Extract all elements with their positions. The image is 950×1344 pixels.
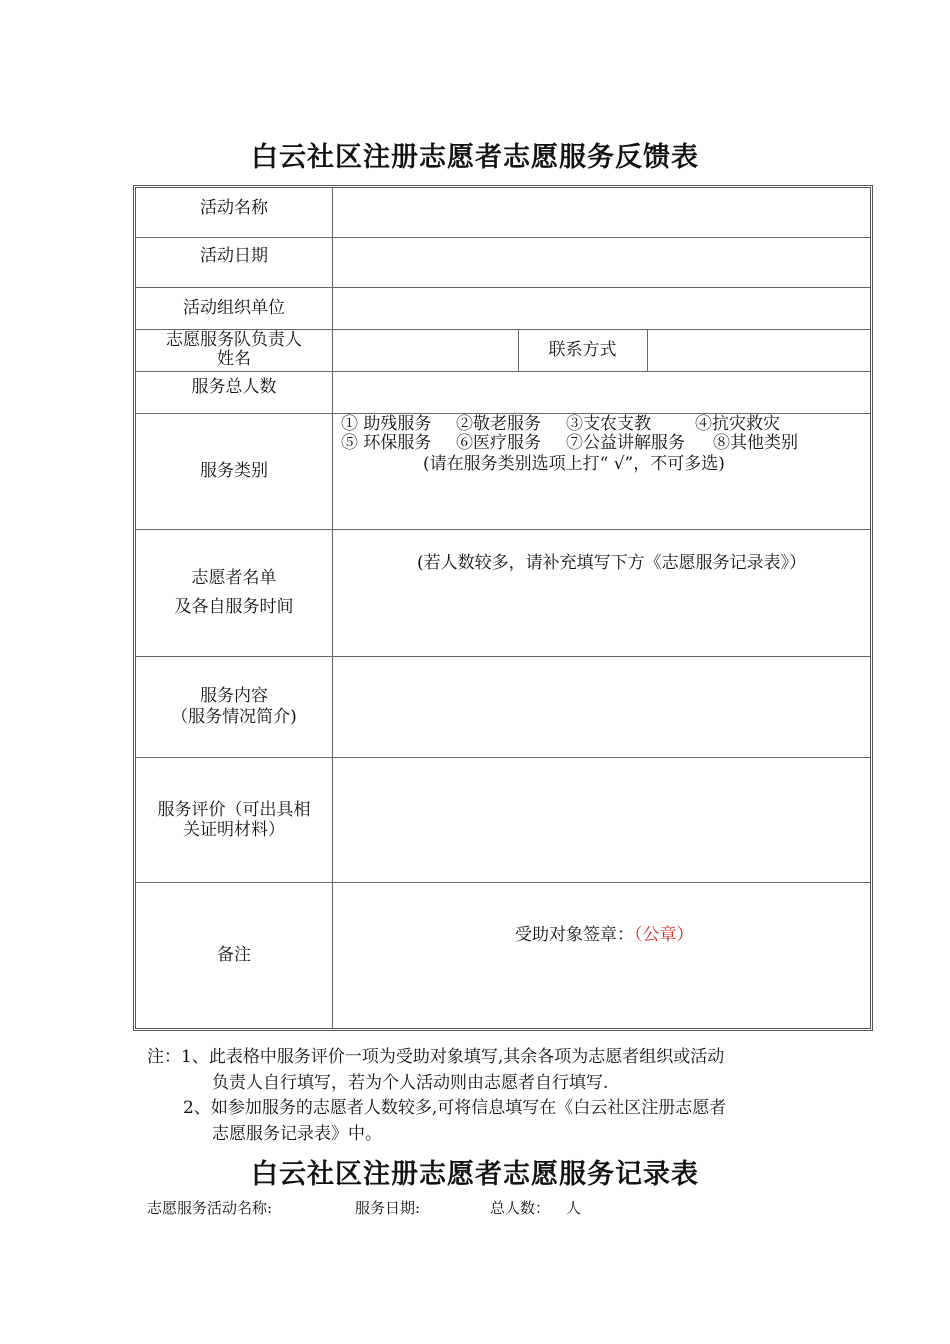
label-service-type <box>136 413 332 529</box>
label-activity-name <box>136 188 332 237</box>
service-content-field[interactable] <box>333 656 870 757</box>
record-date-label: 服务日期: <box>355 1199 421 1217</box>
label-text: 志愿者名单 <box>191 567 277 588</box>
option-medical[interactable]: ⑥医疗服务 <box>456 433 541 453</box>
organizer-field[interactable] <box>333 287 870 329</box>
record-activity-name-label: 志愿服务活动名称: <box>147 1199 273 1217</box>
label-text: 活动组织单位 <box>183 298 285 318</box>
record-total-label: 总人数： <box>490 1199 551 1217</box>
option-rural-education[interactable]: ③支农支教 <box>566 414 651 434</box>
option-elderly-care[interactable]: ②敬老服务 <box>456 414 541 434</box>
activity-date-field[interactable] <box>333 237 870 287</box>
option-environment[interactable]: ⑤ 环保服务 <box>341 433 432 453</box>
option-disability-help[interactable]: ① 助残服务 <box>341 414 432 434</box>
option-disaster-relief[interactable]: ④抗灾救灾 <box>695 414 780 434</box>
service-type-instruction: (请在服务类别选项上打“ √”，不可多选) <box>423 454 725 474</box>
label-text: 服务总人数 <box>191 377 277 397</box>
volunteer-list-field[interactable] <box>333 578 870 656</box>
label-activity-date <box>136 237 332 287</box>
label-text: 联系方式 <box>548 340 617 360</box>
contact-field[interactable] <box>648 329 870 371</box>
label-contact <box>518 329 647 371</box>
label-text: （服务情况简介) <box>171 706 297 727</box>
label-organizer <box>136 287 332 329</box>
label-text: 服务内容 <box>200 685 268 706</box>
signature-line[interactable] <box>515 926 694 945</box>
label-text: 服务类别 <box>200 461 268 481</box>
volunteer-list-hint: (若人数较多，请补充填写下方《志愿服务记录表》） <box>417 553 807 573</box>
signature-label: 受助对象签章： <box>515 925 634 945</box>
label-remarks <box>136 882 332 1028</box>
label-text: 姓名 <box>217 349 251 369</box>
label-text: 志愿服务队负责人 <box>166 330 302 350</box>
label-text: 活动日期 <box>200 246 268 266</box>
record-total-unit: 人 <box>566 1199 582 1217</box>
option-public-guide[interactable]: ⑦公益讲解服务 <box>566 433 685 453</box>
option-other[interactable]: ⑧其他类别 <box>713 433 798 453</box>
activity-name-field[interactable] <box>333 188 870 237</box>
label-text: 备注 <box>217 945 251 965</box>
label-evaluation <box>136 757 332 882</box>
feedback-form-table <box>133 185 873 1031</box>
label-text: 服务评价（可出具相 <box>157 799 311 820</box>
record-form-title: 白云社区注册志愿者志愿服务记录表 <box>251 1159 699 1190</box>
label-volunteer-list <box>136 529 332 656</box>
team-leader-field[interactable] <box>333 329 518 371</box>
note-line: 2、如参加服务的志愿者人数较多,可将信息填写在《白云社区注册志愿者 <box>183 1098 727 1118</box>
seal-placeholder: （公章） <box>634 925 694 945</box>
label-text: 及各自服务时间 <box>174 596 294 617</box>
total-people-field[interactable] <box>333 371 870 413</box>
note-line: 负责人自行填写，若为个人活动则由志愿者自行填写. <box>212 1073 609 1093</box>
label-total-people <box>136 371 332 413</box>
evaluation-field[interactable] <box>333 757 870 882</box>
note-line: 注：1、此表格中服务评价一项为受助对象填写,其余各项为志愿者组织或活动 <box>147 1047 725 1067</box>
label-service-content <box>136 656 332 757</box>
label-text: 关证明材料） <box>183 819 285 840</box>
feedback-form-title: 白云社区注册志愿者志愿服务反馈表 <box>251 142 699 173</box>
label-text: 活动名称 <box>200 198 268 218</box>
label-team-leader <box>136 329 332 371</box>
note-line: 志愿服务记录表》中。 <box>212 1124 382 1144</box>
